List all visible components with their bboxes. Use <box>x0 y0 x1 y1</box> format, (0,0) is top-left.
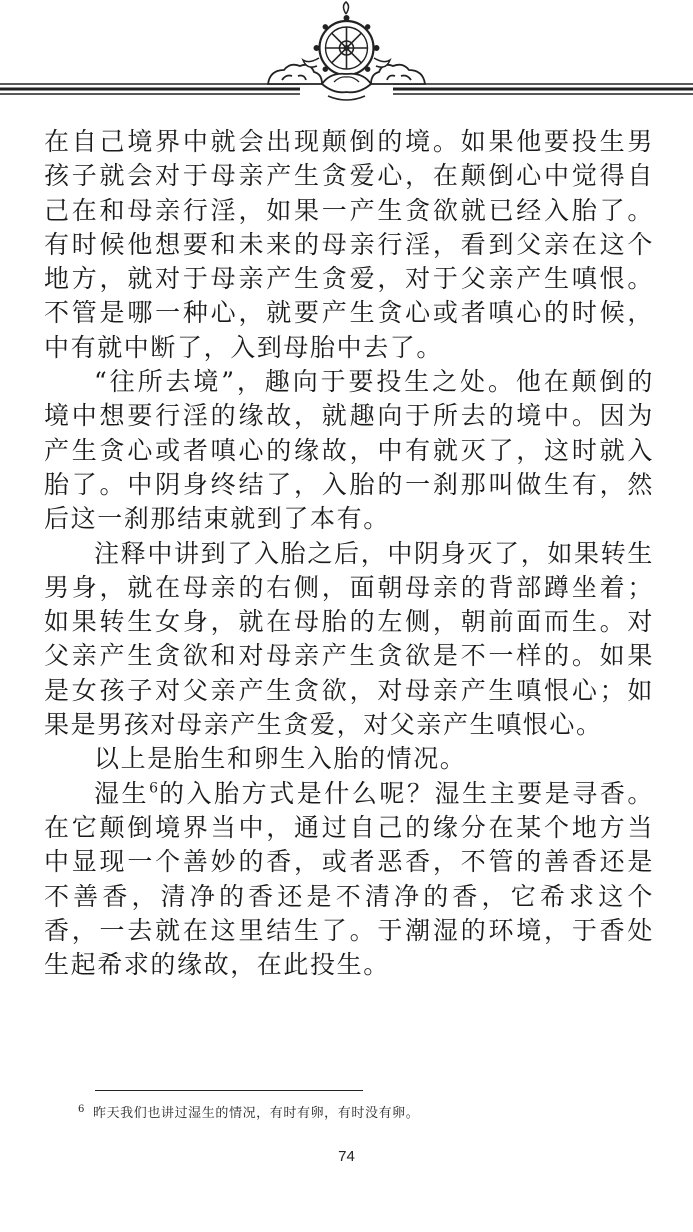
footnote-divider <box>95 1090 363 1091</box>
paragraph-3: 注释中讲到了入胎之后，中阴身灭了，如果转生男身，就在母亲的右侧，面朝母亲的背部蹲坐着；如果转生女身，就在母胎的左侧，朝前面而生。对父亲产生贪欲和对母亲产生贪欲是不一样的。如果是女孩子对父亲产生贪欲，对母亲产生嗔恨心；如果是男孩对母亲产生贪爱，对父亲产生嗔恨心。 <box>44 538 654 740</box>
header-rule-left <box>0 84 300 94</box>
paragraph-5-rest: 的入胎方式是什么呢？湿生主要是寻香。在它颠倒境界当中，通过自己的缘分在某个地方当中显现一个善妙的香，或者恶香，不管的善香还是不善香，清净的香还是不清净的香，它希求这个香，一去就在这里结生了。于潮湿的环境，于香处生起希求的缘故，在此投生。 <box>44 778 654 980</box>
header-ornament <box>0 0 693 112</box>
page-number: 74 <box>338 1148 355 1165</box>
paragraph-2: “往所去境”，趣向于要投生之处。他在颠倒的境中想要行淫的缘故，就趣向于所去的境中。因为产生贪心或者嗔心的缘故，中有就灭了，这时就入胎了。中阴身终结了，入胎的一刹那叫做生有，然后这一刹那结束就到了本有。 <box>44 367 654 534</box>
paragraph-4: 以上是胎生和卵生入胎的情况。 <box>94 744 467 774</box>
footnote <box>78 1104 658 1124</box>
header-rule-right <box>393 84 693 94</box>
body-text <box>44 125 654 982</box>
footnote-number: 6 <box>78 1103 85 1115</box>
dharma-wheel-icon <box>303 2 390 100</box>
footnote-reference[interactable]: 6 <box>149 780 159 797</box>
paragraph-1: 在自己境界中就会出现颠倒的境。如果他要投生男孩子就会对于母亲产生贪爱心，在颠倒心中觉得自己在和母亲行淫，如果一产生贪欲就已经入胎了。有时候他想要和未来的母亲行淫，看到父亲在这个地方，就对于母亲产生贪爱，对于父亲产生嗔恨。不管是哪一种心，就要产生贪心或者嗔心的时候，中有就中断了，入到母胎中去了。 <box>44 127 654 362</box>
paragraph-5-lead: 湿生 <box>94 778 150 808</box>
footnote-text: 昨天我们也讲过湿生的情况，有时有卵，有时没有卵。 <box>92 1106 420 1121</box>
paragraph-5 <box>44 777 654 983</box>
